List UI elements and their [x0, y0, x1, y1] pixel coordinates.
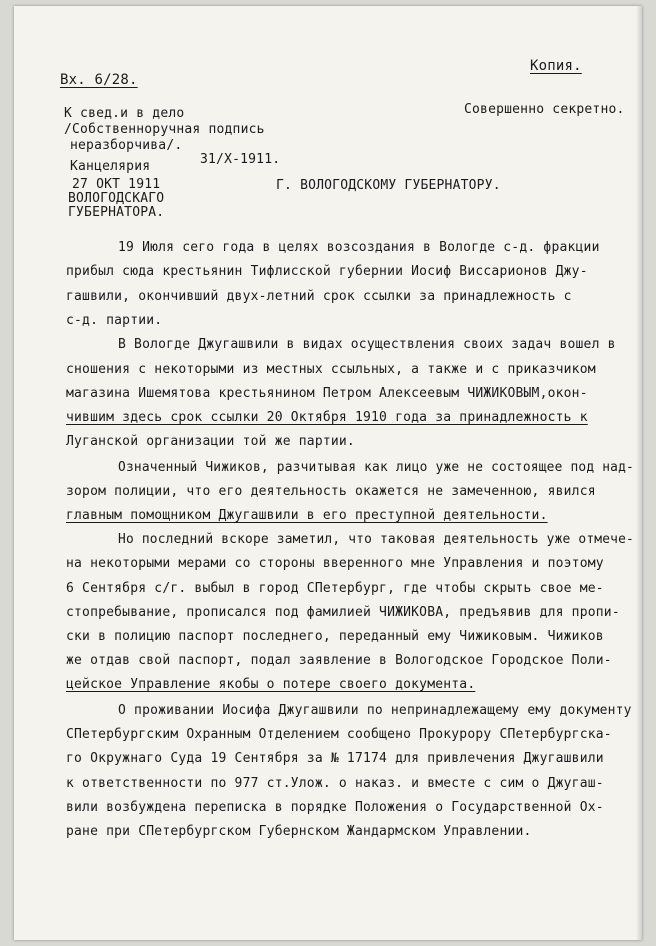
body-line-1: 19 Июля сего года в целях возсоздания в Вологде с-д. фракции — [118, 240, 600, 255]
body-line-15: 6 Сентября с/г. выбыл в город СПетербург, где чтобы скрыть свое ме- — [66, 581, 604, 596]
stamp-line-2: 27 ОКТ 1911 — [72, 177, 161, 192]
resolution-line-3: неразборчива/. — [70, 138, 183, 153]
body-line-4: с-д. партии. — [66, 313, 163, 328]
stamp-line-1: Канцелярия — [70, 159, 151, 174]
body-line-24: вили возбуждена переписка в порядке Положения о Государственной Ох- — [66, 800, 604, 815]
document-page — [14, 6, 642, 940]
stamp-line-4: ГУБЕРНАТОРА. — [68, 205, 165, 220]
body-line-3: гашвили, окончивший двух-летний срок ссылки за принадлежность с — [66, 289, 572, 304]
body-line-18: же отдав свой паспорт, подал заявление в Вологодское Городское Поли- — [66, 653, 612, 668]
body-line-16: стопребывание, прописался под фамилией ЧИЖИКОВА, предъявив для пропи- — [66, 605, 620, 620]
body-line-25: ране при СПетербургском Губернском Жандармском Управлении. — [66, 824, 532, 839]
resolution-date: 31/Х-1911. — [200, 152, 281, 167]
resolution-line-1: К свед.и в дело — [64, 106, 185, 121]
incoming-number: Вх. 6/28. — [60, 72, 138, 88]
body-line-6: сношения с некоторыми из местных ссыльных, а также и с приказчиком — [66, 362, 596, 377]
body-line-10: Означенный Чижиков, разчитывая как лицо уже не состоящее под над- — [118, 460, 634, 475]
body-line-17: ски в полицию паспорт последнего, переданный ему Чижиковым. Чижиков — [66, 629, 604, 644]
body-line-8: чившим здесь срок ссылки 20 Октября 1910 года за принадлежность к — [66, 410, 588, 425]
stamp-line-3: ВОЛОГОДСКАГО — [68, 191, 165, 206]
body-line-2: прибыл сюда крестьянин Тифлисской губернии Иосиф Виссарионов Джу- — [66, 264, 588, 279]
body-line-9: Луганской организации той же партии. — [66, 434, 355, 449]
page-edge-shadow — [636, 6, 642, 940]
body-line-20: О проживании Иосифа Джугашвили по непринадлежащему ему документу — [118, 703, 632, 718]
body-line-12: главным помощником Джугашвили в его преступной деятельности. — [66, 508, 548, 523]
secrecy-mark: Совершенно секретно. — [464, 102, 625, 117]
body-line-5: В Вологде Джугашвили в видах осуществления своих задач вошел в — [118, 337, 616, 352]
resolution-line-2: /Собственноручная подпись — [64, 122, 265, 137]
body-line-13: Но последний вскоре заметил, что таковая деятельность уже отмече- — [118, 532, 634, 547]
body-line-11: зором полиции, что его деятельность окажется не замеченною, явился — [66, 484, 596, 499]
body-line-22: го Окружнаго Суда 19 Сентября за № 17174 для привлечения Джугашвили — [66, 751, 604, 766]
addressee: Г. ВОЛОГОДСКОМУ ГУБЕРНАТОРУ. — [276, 178, 501, 193]
body-line-14: на некоторыми мерами со стороны вверенного мне Управления и поэтому — [66, 556, 604, 571]
copy-mark: Копия. — [530, 58, 582, 74]
body-line-7: магазина Ишемятова крестьянином Петром Алексеевым ЧИЖИКОВЫМ,окон- — [66, 386, 588, 401]
body-line-19: цейское Управление якобы о потере своего документа. — [66, 677, 476, 692]
body-line-23: к ответственности по 977 ст.Улож. о наказ. и вместе с сим о Джугаш- — [66, 776, 604, 791]
body-line-21: СПетербургским Охранным Отделением сообщено Прокурору СПетербургска- — [66, 727, 612, 742]
